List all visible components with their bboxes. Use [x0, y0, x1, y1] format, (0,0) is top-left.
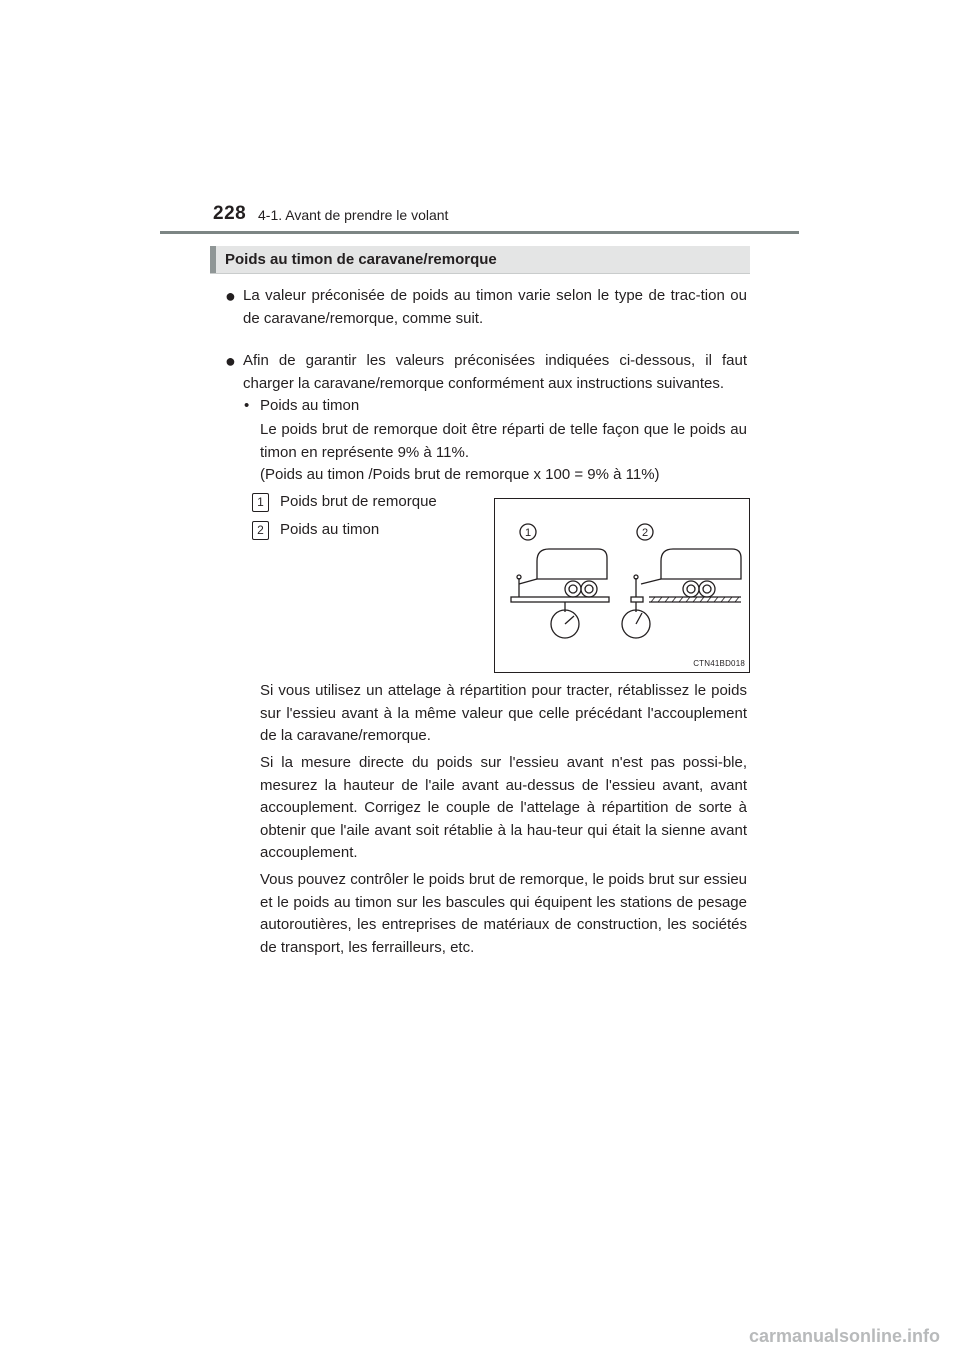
- figure-code: CTN41BD018: [693, 659, 745, 668]
- chapter-title: 4-1. Avant de prendre le volant: [258, 207, 449, 223]
- tongue-weight-illustration: [494, 498, 750, 673]
- section-title: Poids au timon de caravane/remorque: [225, 251, 497, 268]
- watermark: carmanualsonline.info: [749, 1326, 941, 1346]
- section-heading: [210, 246, 750, 274]
- page-number: 228: [213, 203, 247, 224]
- trailer-scales-drawing: [495, 499, 749, 672]
- trailer-gross-weight: [511, 549, 609, 638]
- section-heading-accent: [210, 246, 216, 273]
- bullet-icon: ●: [225, 286, 236, 306]
- paragraph-3: Vous pouvez contrôler le poids brut de remorque, le poids brut sur essieu et le poids au timon sur les bascules qui équipent les stations de pesage autoroutières, les entreprises de matériaux de construction, les sociétés de transport, les ferrailleurs, etc.: [260, 871, 747, 956]
- formula-text: (Poids au timon /Poids brut de remorque x 100 = 9% à 11%): [260, 466, 660, 483]
- bullet-text-1: La valeur préconisée de poids au timon varie selon le type de trac-tion ou de caravane/remorque, comme suit.: [243, 287, 747, 327]
- legend-label-2: Poids au timon: [280, 521, 380, 538]
- bullet-icon: ●: [225, 351, 236, 371]
- header-divider: [160, 231, 799, 234]
- sub-bullet-text: Le poids brut de remorque doit être réparti de telle façon que le poids au timon en représente 9% à 11%.: [260, 421, 747, 461]
- trailer-tongue-weight: [622, 549, 741, 638]
- legend-label-1: Poids brut de remorque: [280, 493, 437, 510]
- callout-number-1: 1: [524, 527, 532, 539]
- paragraph-2: Si la mesure directe du poids sur l'essieu avant n'est pas possi-ble, mesurez la hauteur de l'aile avant au-dessus de l'essieu avant, avant accouplement. Corrigez le couple de l'attelage à répartition de sorte à obtenir que l'aile avant soit rétablie à la hau-teur qui était la sienne avant accouplement.: [260, 754, 747, 861]
- callout-number-2: 2: [641, 527, 649, 539]
- sub-bullet-label: Poids au timon: [260, 397, 360, 414]
- sub-bullet-icon: •: [244, 397, 250, 414]
- bullet-text-2: Afin de garantir les valeurs préconisées indiquées ci-dessous, il faut charger la caravane/remorque conformément aux instructions suivantes.: [243, 352, 747, 392]
- legend-number-1: 1: [252, 493, 269, 512]
- ground-hatching: [651, 597, 739, 602]
- legend-number-2: 2: [252, 521, 269, 540]
- paragraph-1: Si vous utilisez un attelage à répartition pour tracter, rétablissez le poids sur l'essieu avant à la même valeur que celle précédant l'accouplement de la caravane/remorque.: [260, 682, 747, 744]
